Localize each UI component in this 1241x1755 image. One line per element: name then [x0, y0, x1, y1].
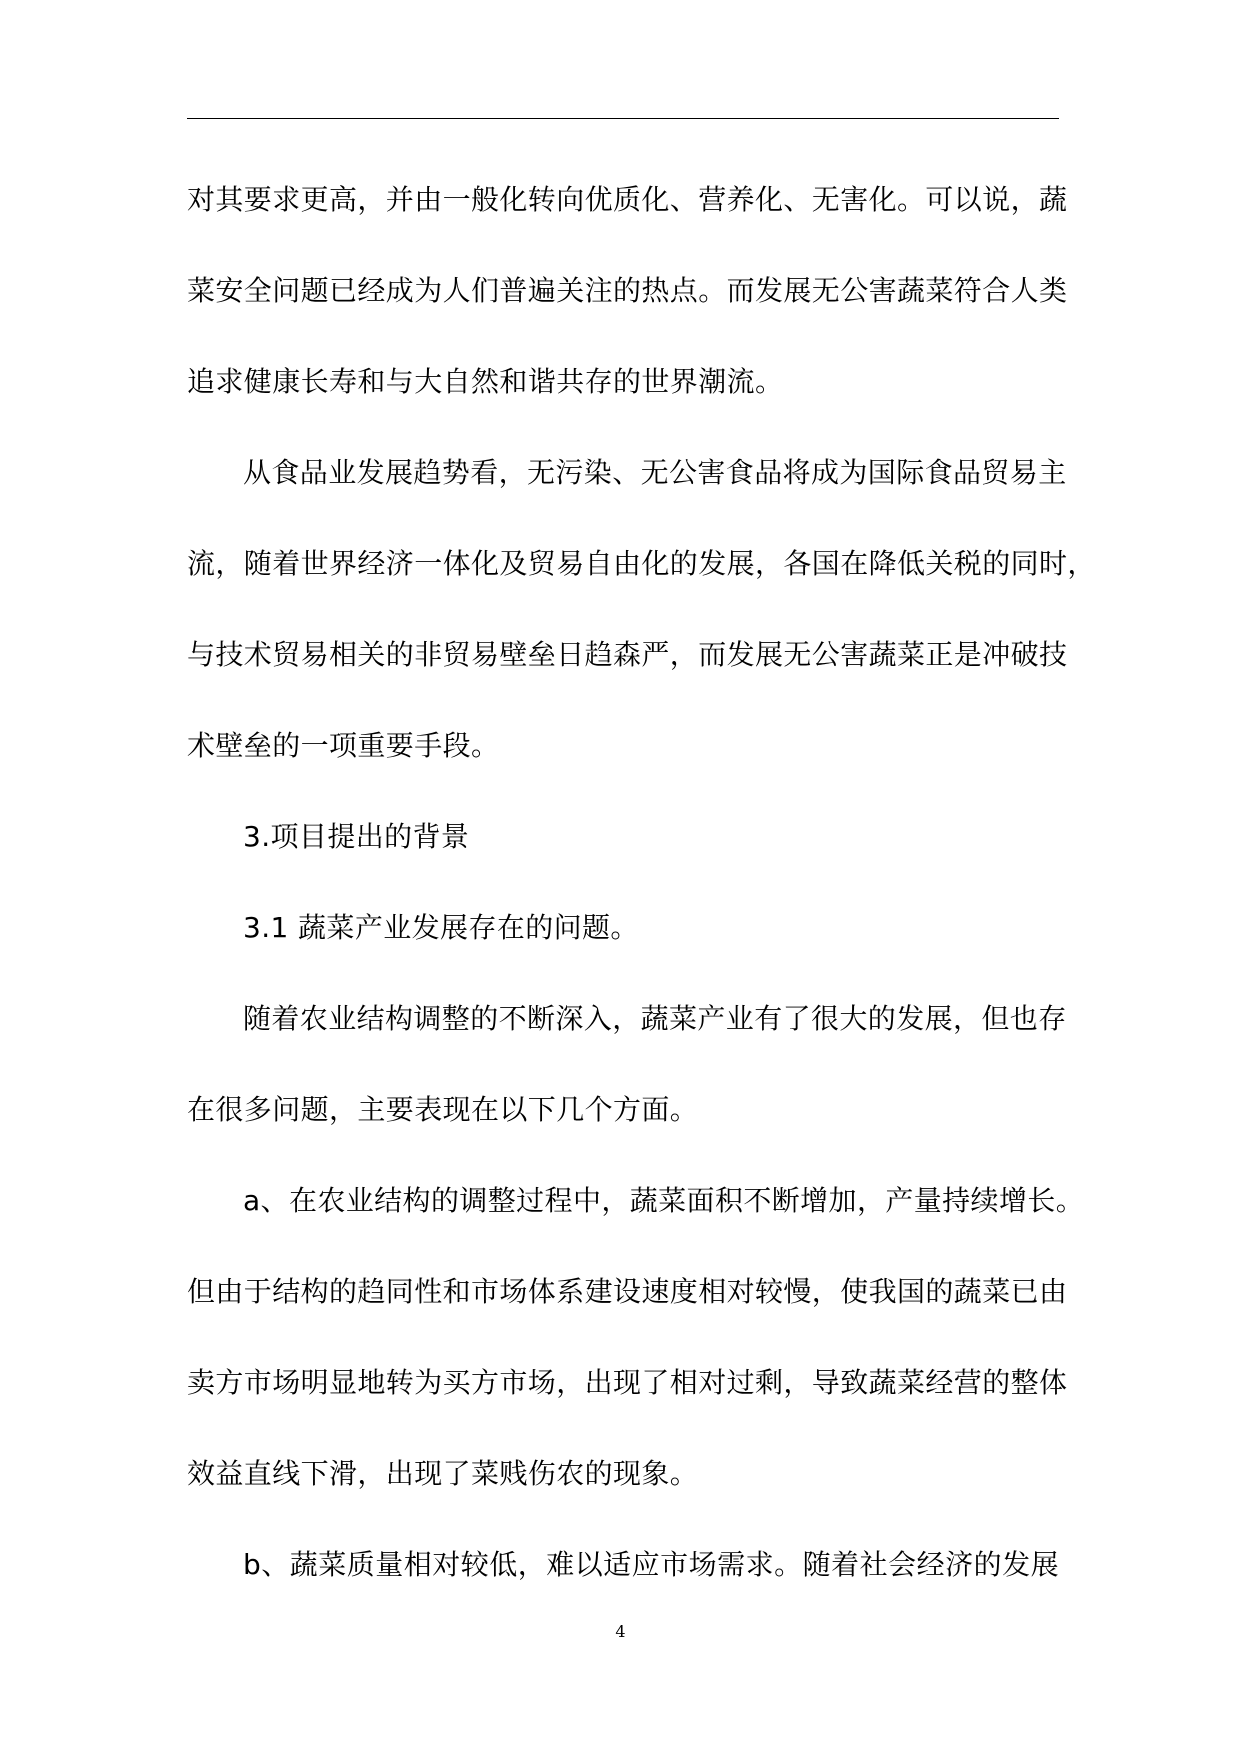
text-line: 对其要求更高，并由一般化转向优质化、营养化、无害化。可以说，蔬	[187, 183, 1068, 216]
text-line: 追求健康长寿和与大自然和谐共存的世界潮流。	[187, 365, 784, 398]
text-line: b、蔬菜质量相对较低，难以适应市场需求。随着社会经济的发展	[243, 1548, 1059, 1581]
text-line: 与技术贸易相关的非贸易壁垒日趋森严，而发展无公害蔬菜正是冲破技	[187, 638, 1068, 671]
subsection-heading: 3.1 蔬菜产业发展存在的问题。	[243, 911, 639, 944]
text-line: 流，随着世界经济一体化及贸易自由化的发展，各国在降低关税的同时，	[187, 547, 1096, 580]
text-line: 卖方市场明显地转为买方市场，出现了相对过剩，导致蔬菜经营的整体	[187, 1366, 1068, 1399]
text-line: 从食品业发展趋势看，无污染、无公害食品将成为国际食品贸易主	[243, 456, 1067, 489]
text-line: 但由于结构的趋同性和市场体系建设速度相对较慢，使我国的蔬菜已由	[187, 1275, 1068, 1308]
text-line: a、在农业结构的调整过程中，蔬菜面积不断增加，产量持续增长。	[243, 1184, 1085, 1217]
section-heading: 3.项目提出的背景	[243, 820, 470, 853]
text-line: 效益直线下滑，出现了菜贱伤农的现象。	[187, 1457, 699, 1490]
header-rule	[187, 118, 1059, 119]
page-number: 4	[615, 1622, 626, 1641]
text-line: 随着农业结构调整的不断深入，蔬菜产业有了很大的发展，但也存	[243, 1002, 1067, 1035]
text-line: 菜安全问题已经成为人们普遍关注的热点。而发展无公害蔬菜符合人类	[187, 274, 1068, 307]
text-line: 术壁垒的一项重要手段。	[187, 729, 500, 762]
text-line: 在很多问题，主要表现在以下几个方面。	[187, 1093, 699, 1126]
